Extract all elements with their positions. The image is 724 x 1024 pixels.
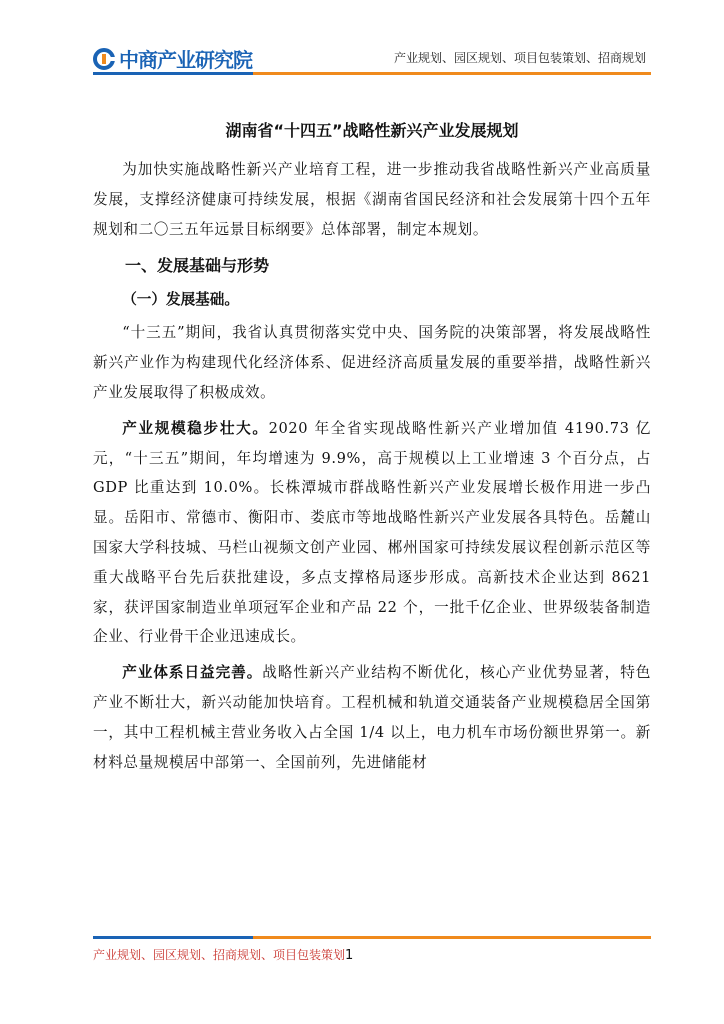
document-body <box>93 118 651 783</box>
paragraph <box>93 414 651 652</box>
document-title: 湖南省“十四五”战略性新兴产业发展规划 <box>225 121 519 140</box>
paragraph-lead: 产业规模稳步壮大。 <box>122 419 269 437</box>
logo-text: 中商产业研究院 <box>119 48 252 72</box>
paragraph-body: 战略性新兴产业结构不断优化，核心产业优势显著，特色产业不断壮大，新兴动能加快培育。工程机械和轨道交通装备产业规模稳居全国第一，其中工程机械主营业务收入占全国 1/4 以上，电力机车市场份额世界第一。新材料总量规模居中部第一、全国前列，先进储能材 <box>93 664 651 771</box>
paragraph-body: 2020 年全省实现战略性新兴产业增加值 4190.73 亿元，“十三五”期间，年均增速为 9.9%，高于规模以上工业增速 3 个百分点，占 GDP 比重达到 10.0%。长株潭城市群战略性新兴产业发展增长极作用进一步凸显。岳阳市、常德市、衡阳市、娄底市等地战略性新兴产业发展各具特色。岳麓山国家大学科技城、马栏山视频文创产业园、郴州国家可持续发展议程创新示范区等重大战略平台先后获批建设，多点支撑格局逐步形成。高新技术企业达到 8621 家，获评国家制造业单项冠军企业和产品 22 个，一批千亿企业、世界级装备制造企业、行业骨干企业迅速成长。 <box>93 419 651 646</box>
header-divider <box>93 72 651 75</box>
brand-logo <box>93 44 252 73</box>
footer-tagline: 产业规划、园区规划、招商规划、项目包装策划 <box>93 948 346 962</box>
subsection-heading: （一）发展基础。 <box>122 291 239 309</box>
footer-divider <box>93 936 651 939</box>
intro-paragraph: 为加快实施战略性新兴产业培育工程，进一步推动我省战略性新兴产业高质量发展，支撑经济健康可持续发展，根据《湖南省国民经济和社会发展第十四个五年规划和二〇三五年远景目标纲要》总体部署，制定本规划。 <box>93 161 651 238</box>
logo-icon <box>93 48 115 70</box>
header-tagline: 产业规划、园区规划、项目包装策划、招商规划 <box>393 51 646 65</box>
page-number: 1 <box>345 948 354 963</box>
paragraph <box>93 658 651 777</box>
page-header <box>0 0 724 80</box>
paragraph: “十三五”期间，我省认真贯彻落实党中央、国务院的决策部署，将发展战略性新兴产业作为构建现代化经济体系、促进经济高质量发展的重要举措，战略性新兴产业发展取得了积极成效。 <box>93 324 651 401</box>
section-heading: 一、发展基础与形势 <box>125 256 270 276</box>
page-footer <box>93 946 353 963</box>
paragraph-lead: 产业体系日益完善。 <box>122 664 263 682</box>
